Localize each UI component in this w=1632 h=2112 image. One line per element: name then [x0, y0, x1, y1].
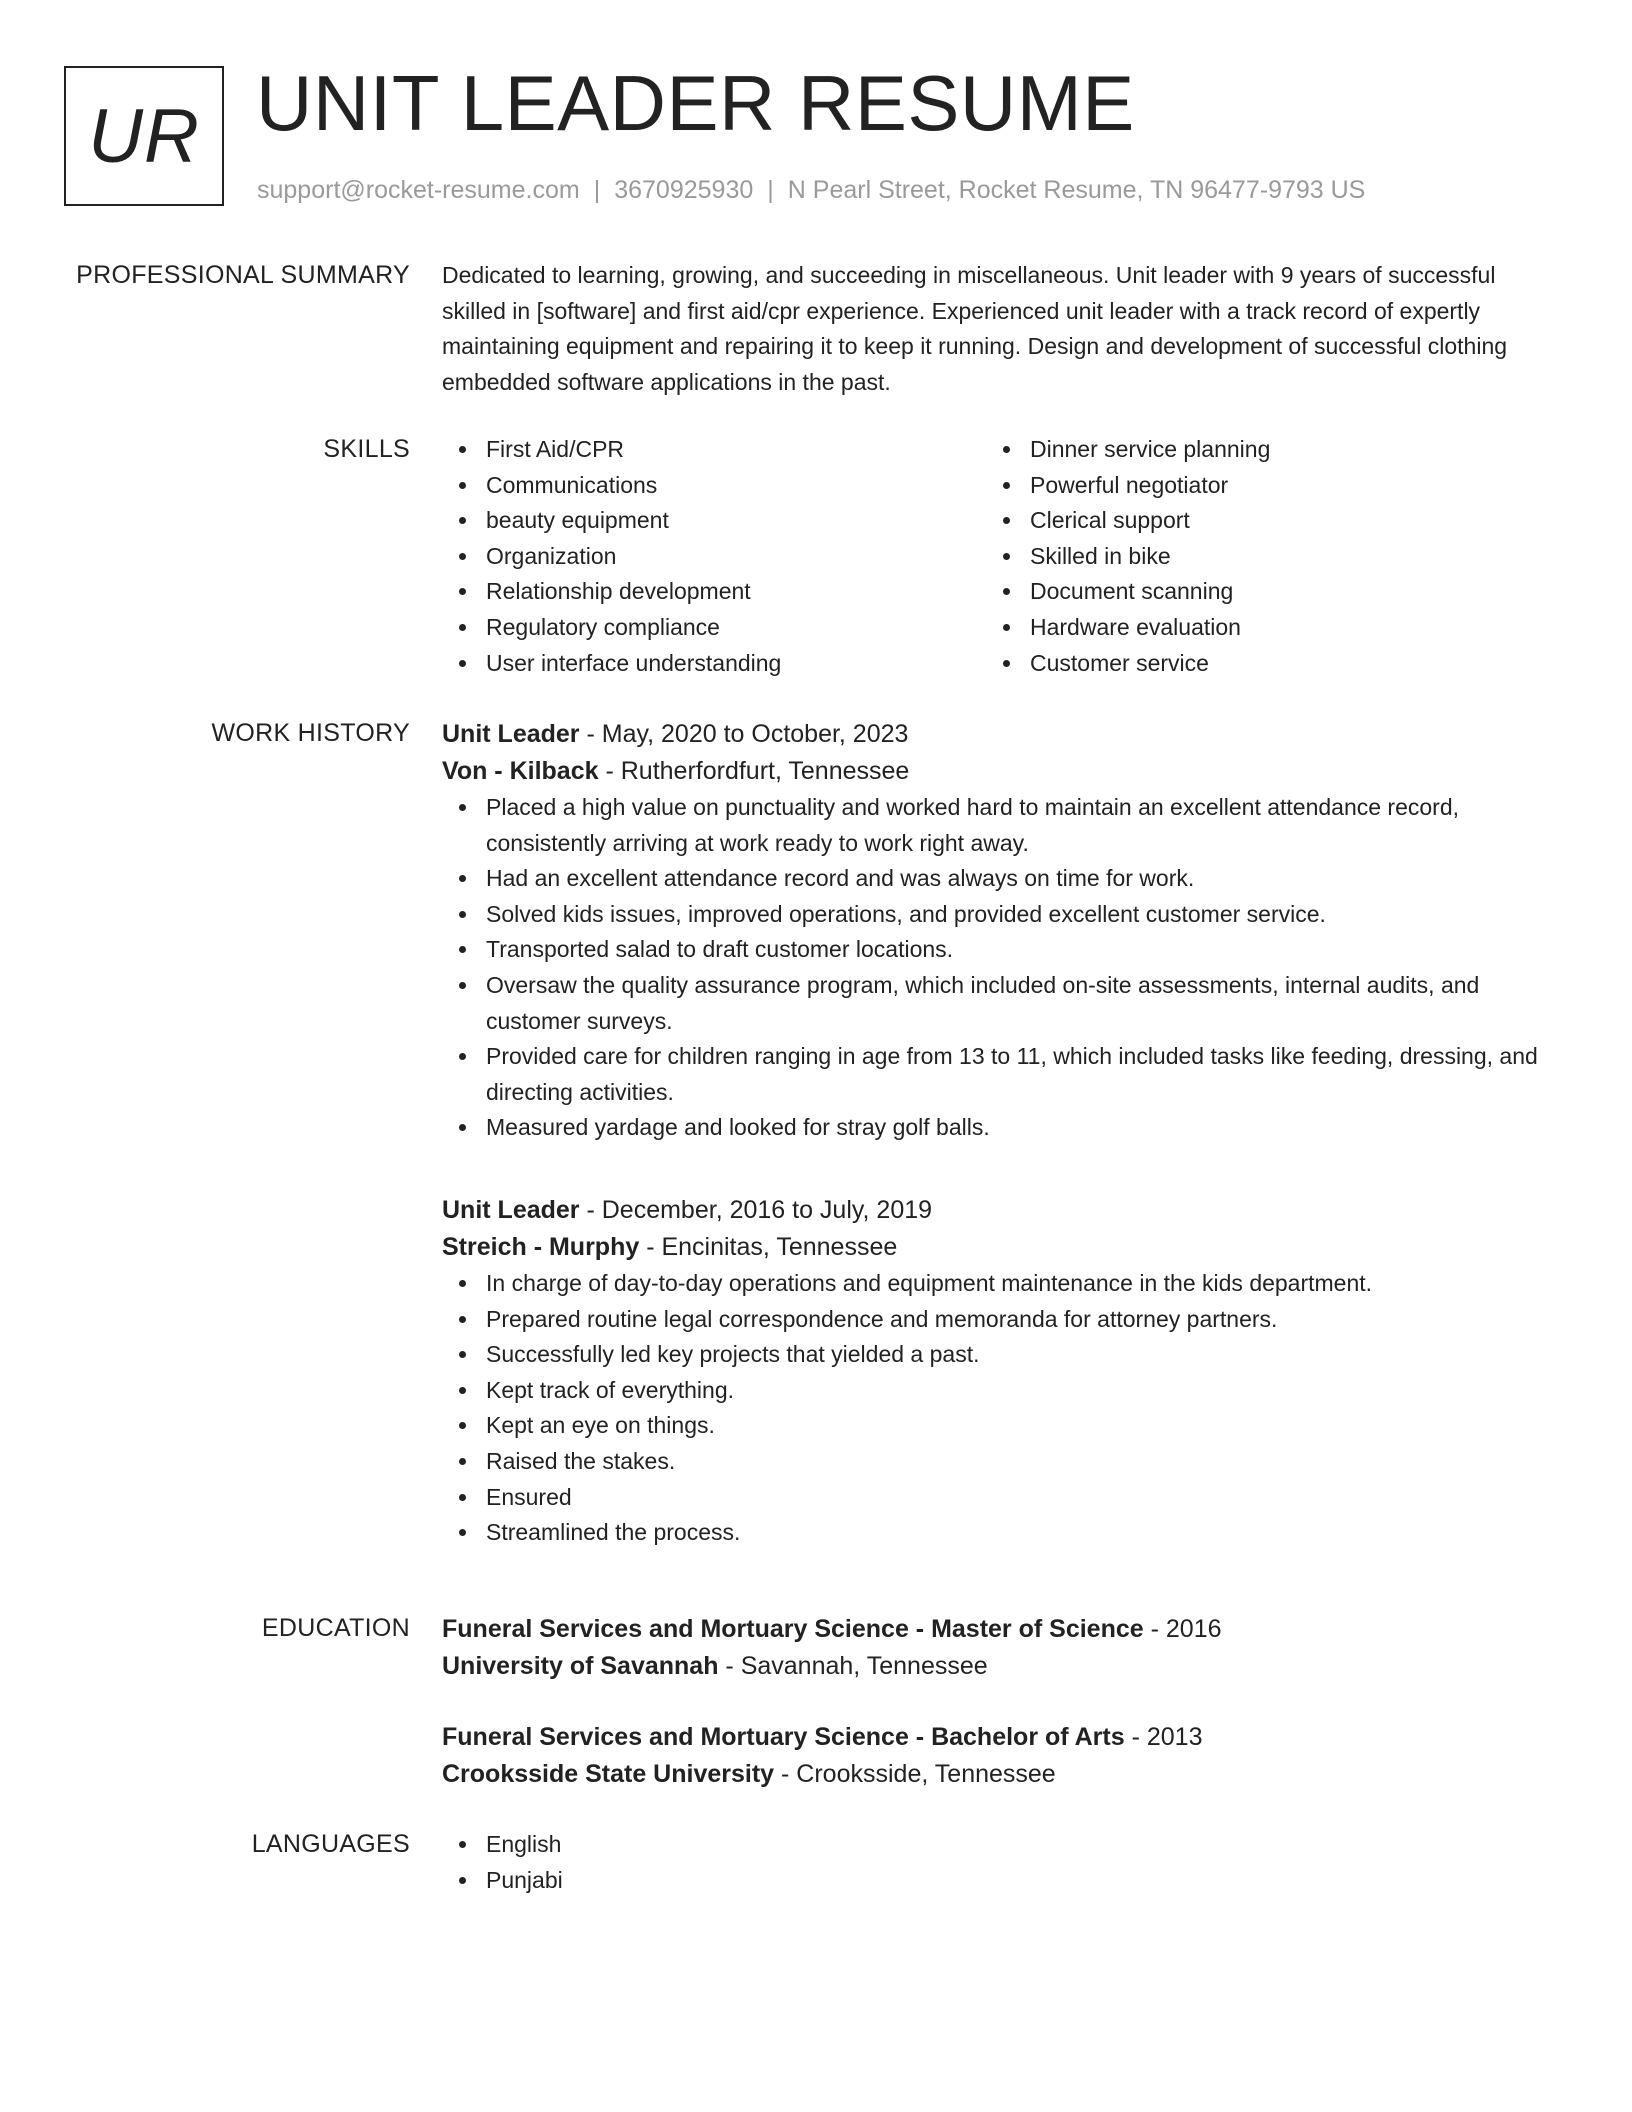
job-bullet: Provided care for children ranging in age from 13 to 11, which included tasks like feeding, dressing, and directing activities. — [442, 1039, 1554, 1110]
job-company-line — [442, 753, 1554, 790]
contact-separator: | — [593, 176, 601, 204]
skill-item: Regulatory compliance — [442, 610, 986, 646]
job-bullet-list — [442, 1266, 1554, 1551]
skill-item: Document scanning — [986, 574, 1530, 610]
job-bullet: Successfully led key projects that yielded a past. — [442, 1337, 1554, 1373]
section-label-education: EDUCATION — [261, 1614, 410, 1642]
skills-list-left — [442, 432, 986, 681]
skill-item: beauty equipment — [442, 503, 986, 539]
skill-item: Communications — [442, 468, 986, 504]
skill-item: First Aid/CPR — [442, 432, 986, 468]
school-name: Crooksside State University — [442, 1760, 775, 1788]
degree-line — [442, 1719, 1554, 1756]
degree-year: - 2013 — [1124, 1723, 1203, 1751]
languages-body — [442, 1827, 1554, 1898]
skills-list-right — [986, 432, 1530, 681]
school-name: University of Savannah — [442, 1652, 719, 1680]
job-entry — [442, 1192, 1554, 1551]
job-title: Unit Leader — [442, 1195, 580, 1224]
job-dates: - December, 2016 to July, 2019 — [579, 1195, 933, 1224]
monogram-initials: UR — [88, 93, 200, 179]
section-label-languages: LANGUAGES — [251, 1830, 410, 1858]
job-location: - Rutherfordfurt, Tennessee — [598, 757, 910, 785]
job-entry — [442, 716, 1554, 1146]
skills-body — [442, 432, 1554, 681]
degree-year: - 2016 — [1143, 1615, 1222, 1643]
resume-title: UNIT LEADER RESUME — [256, 59, 1135, 147]
job-company: Streich - Murphy — [442, 1232, 640, 1261]
section-label-summary: PROFESSIONAL SUMMARY — [76, 261, 410, 289]
degree-name: Funeral Services and Mortuary Science - Master of Science — [442, 1615, 1144, 1643]
contact-address: N Pearl Street, Rocket Resume, TN 96477-9793 US — [787, 176, 1366, 204]
skill-item: Organization — [442, 539, 986, 575]
job-bullet: Measured yardage and looked for stray golf balls. — [442, 1110, 1554, 1146]
school-line — [442, 1756, 1554, 1793]
job-bullet: Oversaw the quality assurance program, which included on-site assessments, internal audits, and customer surveys. — [442, 968, 1554, 1039]
education-entry — [442, 1719, 1554, 1793]
job-title-line — [442, 716, 1554, 753]
contact-email[interactable]: support@rocket-resume.com — [257, 176, 580, 204]
job-bullet: Transported salad to draft customer locations. — [442, 932, 1554, 968]
contact-phone[interactable]: 3670925930 — [614, 176, 754, 204]
job-company: Von - Kilback — [442, 757, 599, 785]
language-item: English — [442, 1827, 1554, 1863]
job-bullet: Streamlined the process. — [442, 1515, 1554, 1551]
degree-line — [442, 1611, 1554, 1648]
monogram-box — [64, 66, 224, 206]
job-bullet: In charge of day-to-day operations and equipment maintenance in the kids department. — [442, 1266, 1554, 1302]
skill-item: Hardware evaluation — [986, 610, 1530, 646]
summary-text: Dedicated to learning, growing, and succeeding in miscellaneous. Unit leader with 9 years of successful skilled in [software] and first aid/cpr experience. Experienced unit leader with a track record of expertly maintaining equipment and repairing it to keep it running. Design and development of successful clothing embedded software applications in the past. — [442, 262, 1508, 395]
job-company-line — [442, 1229, 1554, 1266]
job-bullet: Kept track of everything. — [442, 1373, 1554, 1409]
school-line — [442, 1648, 1554, 1685]
school-location: - Savannah, Tennessee — [718, 1652, 988, 1680]
languages-list — [442, 1827, 1554, 1898]
work-history-body — [442, 716, 1554, 1597]
job-title-line — [442, 1192, 1554, 1229]
skill-item: Relationship development — [442, 574, 986, 610]
skill-item: Powerful negotiator — [986, 468, 1530, 504]
section-label-work: WORK HISTORY — [211, 719, 410, 747]
education-body — [442, 1611, 1554, 1827]
skill-item: Skilled in bike — [986, 539, 1530, 575]
job-location: - Encinitas, Tennessee — [639, 1232, 898, 1261]
job-bullet: Kept an eye on things. — [442, 1408, 1554, 1444]
job-bullet: Ensured — [442, 1480, 1554, 1516]
job-bullet: Raised the stakes. — [442, 1444, 1554, 1480]
contact-separator: | — [767, 176, 774, 204]
degree-name: Funeral Services and Mortuary Science - Bachelor of Arts — [442, 1723, 1125, 1751]
skill-item: Customer service — [986, 646, 1530, 682]
job-bullet-list — [442, 790, 1554, 1146]
section-label-skills: SKILLS — [323, 435, 410, 463]
skill-item: Clerical support — [986, 503, 1530, 539]
job-bullet: Placed a high value on punctuality and worked hard to maintain an excellent attendance record, consistently arriving at work ready to work right away. — [442, 790, 1554, 861]
contact-line — [257, 172, 1365, 208]
job-bullet: Had an excellent attendance record and was always on time for work. — [442, 861, 1554, 897]
summary-body — [442, 258, 1554, 400]
job-bullet: Solved kids issues, improved operations, and provided excellent customer service. — [442, 897, 1554, 933]
language-item: Punjabi — [442, 1863, 1554, 1899]
job-title: Unit Leader — [442, 720, 580, 748]
skill-item: Dinner service planning — [986, 432, 1530, 468]
job-bullet: Prepared routine legal correspondence and memoranda for attorney partners. — [442, 1302, 1554, 1338]
skill-item: User interface understanding — [442, 646, 986, 682]
education-entry — [442, 1611, 1554, 1685]
school-location: - Crooksside, Tennessee — [774, 1760, 1056, 1788]
job-dates: - May, 2020 to October, 2023 — [579, 720, 909, 748]
